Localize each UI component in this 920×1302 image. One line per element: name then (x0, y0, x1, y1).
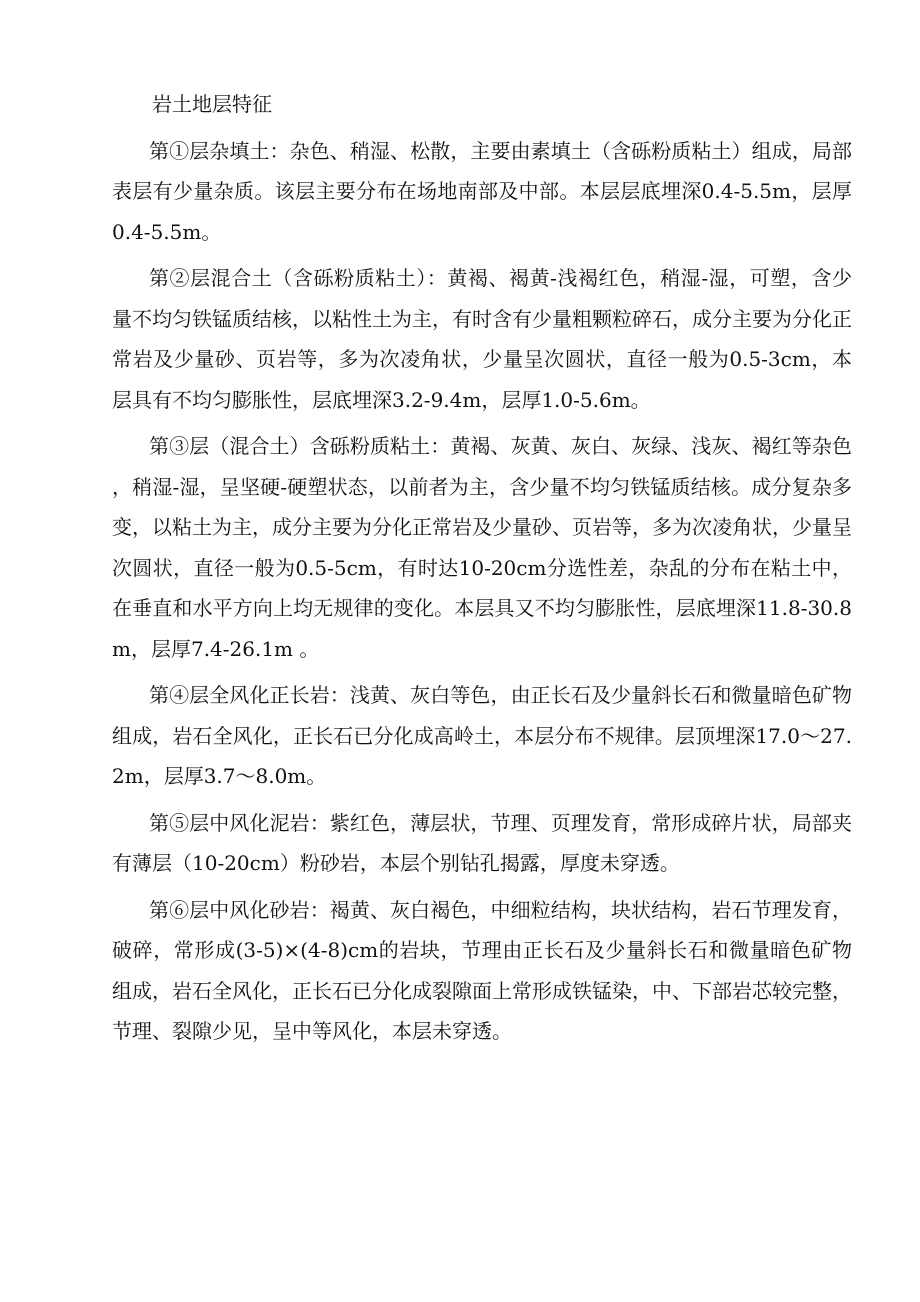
paragraph-layer-1: 第①层杂填土：杂色、稍湿、松散，主要由素填土（含砾粉质粘土）组成，局部表层有少量杂质。该层主要分布在场地南部及中部。本层层底埋深0.4-5.5m，层厚0.4-5.5m。 (112, 138, 852, 244)
paragraph-layer-2: 第②层混合土（含砾粉质粘土）：黄褐、褐黄-浅褐红色，稍湿-湿，可塑，含少量不均匀铁锰质结核，以粘性土为主，有时含有少量粗颗粒碎石，成分主要为分化正常岩及少量砂、页岩等，多为次凌角状，少量呈次圆状，直径一般为0.5-3cm，本层具有不均匀膨胀性，层底埋深3.2-9.4m，层厚1.0-5.6m。 (112, 266, 852, 412)
paragraph-layer-6: 第⑥层中风化砂岩：褐黄、灰白褐色，中细粒结构，块状结构，岩石节理发育，破碎，常形成(3-5)×(4-8)cm的岩块，节理由正长石及少量斜长石和微量暗色矿物组成，岩石全风化，正长石已分化成裂隙面上常形成铁锰染，中、下部岩芯较完整，节理、裂隙少见，呈中等风化，本层未穿透。 (112, 897, 852, 1043)
section-title: 岩土地层特征 (152, 92, 272, 116)
paragraph-layer-4: 第④层全风化正长岩：浅黄、灰白等色，由正长石及少量斜长石和微量暗色矿物组成，岩石全风化，正长石已分化成高岭土，本层分布不规律。层顶埋深17.0～27.2m，层厚3.7～8.0m。 (112, 683, 852, 788)
paragraph-layer-3: 第③层（混合土）含砾粉质粘土：黄褐、灰黄、灰白、灰绿、浅灰、褐红等杂色，稍湿-湿，呈坚硬-硬塑状态，以前者为主，含少量不均匀铁锰质结核。成分复杂多变，以粘土为主，成分主要为分化正常岩及少量砂、页岩等，多为次凌角状，少量呈次圆状，直径一般为0.5-5cm，有时达10-20cm分选性差，杂乱的分布在粘土中，在垂直和水平方向上均无规律的变化。本层具又不均匀膨胀性，层底埋深11.8-30.8m，层厚7.4-26.1m 。 (112, 434, 852, 661)
document-body (112, 84, 852, 1052)
paragraph-layer-5: 第⑤层中风化泥岩：紫红色，薄层状，节理、页理发育，常形成碎片状，局部夹有薄层（10-20cm）粉砂岩，本层个别钻孔揭露，厚度未穿透。 (112, 810, 852, 875)
